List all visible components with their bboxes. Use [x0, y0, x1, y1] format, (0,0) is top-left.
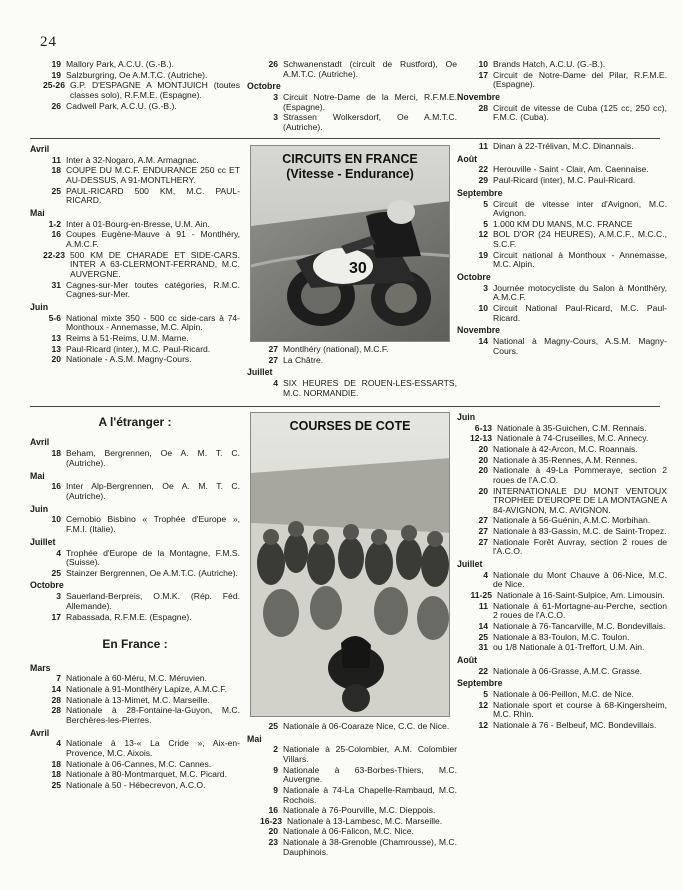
event-entry [457, 456, 667, 466]
month-heading: Mai [30, 470, 45, 481]
event-text: Montlhéry (national), M.C.F. [283, 344, 389, 354]
event-entry [247, 379, 457, 398]
event-date: 27 [478, 536, 488, 547]
month-heading: Mars [30, 662, 51, 673]
event-entry [30, 81, 240, 100]
month-heading: Mai [30, 207, 45, 218]
event-text: Nationale à 49-La Pommeraye, section 2 roues de l'A.C.O. [493, 465, 667, 485]
event-text: Nationale à 83-Toulon, M.C. Toulon. [493, 631, 630, 642]
event-entry [247, 838, 457, 857]
event-text: Nationale à 13-Lambesc, M.C. Marseille. [287, 815, 443, 826]
event-text: Nationale à 28-Fontaine-la-Guyon, M.C. Berchères-les-Pierres. [66, 705, 240, 725]
col2-circuits-list [247, 345, 457, 399]
event-text: Nationale à 60-Méru, M.C. Méruvien. [66, 673, 207, 684]
event-text: Circuit de vitesse inter d'Avignon, M.C. Avignon. [493, 198, 667, 219]
france-heading: En France : [102, 637, 168, 652]
event-date: 14 [51, 684, 61, 695]
month-heading: Septembre [457, 187, 503, 198]
event-date: 16 [51, 481, 61, 492]
col2-top-list [247, 60, 457, 134]
event-text: Circuit de vitesse de Cuba (125 cc, 250 cc), F.M.C. (Cuba). [493, 102, 667, 123]
event-date: 28 [51, 705, 61, 716]
circuits-title: CIRCUITS EN FRANCE (Vitesse - Endurance) [282, 152, 418, 181]
event-date: 19 [51, 59, 61, 69]
event-text: Nationale à 13-« La Cride », Aix-en-Provence, M.C. Aixois. [66, 738, 240, 759]
month-heading: Juin [457, 412, 476, 422]
event-text: Inter à 01-Bourg-en-Bresse, U.M. Ain. [66, 218, 210, 229]
event-date: 27 [478, 526, 488, 537]
event-date: 19 [478, 249, 488, 260]
event-text: Nationale à 16-Saint-Sulpice, Am. Limousin. [497, 590, 665, 601]
event-text: Cernobio Bisbino « Trophée d'Europe », F.M.I. (Italie). [66, 514, 240, 535]
event-date: 14 [478, 620, 488, 631]
event-entry [457, 60, 667, 70]
event-text: Nationale - A.S.M. Magny-Cours. [66, 354, 192, 365]
hillclimb-crowd-illustration [251, 413, 450, 717]
event-date: 16 [268, 805, 278, 816]
event-date: 16 [51, 229, 61, 240]
event-entry [247, 722, 457, 732]
event-date: 26 [51, 100, 61, 111]
event-text: Rabassada, R.F.M.E. (Espagne). [66, 611, 192, 622]
event-entry [30, 696, 240, 706]
event-text: Circuit National Paul-Ricard, M.C. Paul-Ricard. [493, 303, 667, 323]
event-text: 1.000 KM DU MANS, M.C. FRANCE [493, 218, 633, 229]
event-text: ou 1/8 Nationale à 01-Treffort, U.M. Ain. [493, 642, 645, 653]
event-entry [457, 633, 667, 643]
event-entry [30, 156, 240, 166]
event-entry [30, 71, 240, 81]
event-text: Cagnes-sur-Mer toutes catégories, R.M.C. Cagnes-sur-Mer. [66, 279, 240, 300]
event-entry [30, 449, 240, 468]
event-text: Nationale à 76-Tancarville, M.C. Bondevillais. [493, 620, 666, 631]
event-entry [457, 527, 667, 537]
event-text: Nationale sport et course à 68-Kingersheim, M.C. Rhin. [493, 699, 667, 720]
event-date: 27 [268, 354, 278, 365]
circuits-photo [250, 145, 450, 342]
event-text: Reims à 51-Reims, U.M. Marne. [66, 332, 189, 343]
event-date: 13 [51, 332, 61, 343]
event-date: 28 [51, 694, 61, 705]
event-entry [30, 613, 240, 623]
event-entry [457, 516, 667, 526]
event-text: 500 KM DE CHARADE ET SIDE-CARS. INTER A 63-CLERMONT-FERRAND, M.C. AUVERGNE. [70, 249, 240, 279]
event-date: 18 [51, 165, 61, 176]
event-entry [457, 667, 667, 677]
event-text: Trophée d'Europe de la Montagne, F.M.S. (Suisse). [66, 547, 240, 568]
event-date: 5 [483, 689, 488, 700]
event-date: 20 [478, 485, 488, 496]
event-text: Cadwell Park, A.C.U. (G.-B.). [66, 100, 177, 111]
event-entry [30, 685, 240, 695]
event-text: Strassen Wolkersdorf, Oe A.M.T.C. (Autriche). [283, 112, 457, 132]
event-entry [457, 230, 667, 249]
event-entry [247, 806, 457, 816]
event-text: Nationale à 56-Guénin, A.M.C. Morbihan. [493, 515, 651, 526]
event-date: 26 [268, 59, 278, 69]
event-text: Nationale à 06-Peillon, M.C. de Nice. [493, 689, 634, 700]
event-entry [457, 304, 667, 323]
event-entry [30, 549, 240, 568]
event-date: 25-26 [43, 80, 65, 91]
event-text: Nationale à 25-Colombier, A.M. Colombier Villars. [283, 744, 457, 765]
event-date: 18 [51, 769, 61, 780]
event-date: 22-23 [43, 249, 65, 260]
event-date: 20 [51, 354, 61, 365]
event-date: 10 [478, 59, 488, 69]
event-text: Nationale à 61-Mortagne-au-Perche, section 2 roues de l'A.C.O. [493, 600, 667, 621]
event-date: 11 [51, 154, 61, 165]
event-date: 18 [51, 448, 61, 459]
event-text: G.P. D'ESPAGNE A MONTJUICH (toutes classes solo), R.F.M.E. (Espagne). [70, 80, 240, 100]
event-text: Nationale à 06-Cannes, M.C. Cannes. [66, 758, 212, 769]
event-entry [30, 482, 240, 501]
event-date: 7 [56, 673, 61, 684]
event-date: 2 [273, 744, 278, 755]
event-entry [30, 781, 240, 791]
event-text: Nationale à 91-Montlhéry Lapize, A.M.C.F. [66, 684, 227, 695]
event-text: Nationale à 63-Borbes-Thiers, M.C. Auvergne. [283, 764, 457, 785]
event-date: 11 [478, 600, 488, 611]
event-entry [30, 760, 240, 770]
event-text: Dinan à 22-Trélivan, M.C. Dinannais. [493, 141, 634, 151]
event-entry [247, 93, 457, 112]
event-date: 5-6 [48, 312, 61, 323]
bike-number-label: 30 [349, 260, 367, 277]
event-entry [30, 569, 240, 579]
event-text: Nationale Forêt Auvray, section 2 roues de l'A.C.O. [493, 536, 667, 557]
event-text: Sauerland-Berpreis, O.M.K. (Rép. Féd. Allemande). [66, 591, 240, 611]
event-entry [457, 602, 667, 621]
event-date: 5 [483, 198, 488, 209]
event-entry [30, 706, 240, 725]
courses-cote-title: COURSES DE COTE [289, 419, 411, 433]
event-entry [247, 745, 457, 764]
event-date: 27 [478, 515, 488, 526]
event-text: Circuit de Notre-Dame del Pilar, R.F.M.E. (Espagne). [493, 69, 667, 90]
event-date: 31 [478, 642, 488, 653]
event-entry [457, 434, 667, 444]
event-entry [247, 817, 457, 827]
etranger-list [30, 438, 240, 622]
event-entry [247, 345, 457, 355]
event-text: Nationale à 80-Montmarquet, M.C. Picard. [66, 769, 227, 780]
event-entry [457, 220, 667, 230]
event-entry [30, 674, 240, 684]
event-text: Nationale à 42-Arcon, M.C. Roannais. [493, 444, 638, 455]
event-text: Nationale à 74-Cruseilles, M.C. Annecy. [497, 433, 649, 444]
event-date: 12 [478, 720, 488, 730]
event-text: Nationale à 83-Gassin, M.C. de Saint-Tropez. [493, 526, 667, 537]
event-entry [457, 284, 667, 303]
event-text: Stainzer Bergrennen, Oe A.M.T.C. (Autriche). [66, 567, 238, 578]
event-entry [30, 515, 240, 534]
event-text: National à Magny-Cours, A.S.M. Magny-Cours. [493, 336, 667, 356]
event-date: 28 [478, 102, 488, 113]
event-entry [30, 281, 240, 300]
event-date: 20 [268, 826, 278, 837]
etranger-heading: A l'étranger : [98, 415, 172, 429]
month-heading: Juillet [247, 367, 273, 378]
col3-bottom-list [457, 410, 667, 732]
event-entry [30, 60, 240, 70]
col1-top-list [30, 60, 240, 112]
event-text: National mixte 350 - 500 cc side-cars à 74-Monthoux - Annemasse, M.C. Alpin. [66, 312, 240, 333]
event-text: Paul-Ricard (inter.), M.C. Paul-Ricard. [66, 343, 211, 354]
event-date: 10 [51, 514, 61, 525]
event-entry [30, 251, 240, 280]
event-entry [457, 622, 667, 632]
event-entry [30, 770, 240, 780]
event-entry [247, 786, 457, 805]
event-date: 17 [51, 611, 61, 622]
event-text: Coupes Eugène-Mauve à 91 - Montlhéry, A.M.C.F. [66, 229, 240, 250]
event-entry [30, 102, 240, 112]
page-number: 24 [40, 34, 57, 50]
event-date: 20 [478, 454, 488, 465]
col3-circuits-list [457, 142, 667, 357]
event-text: Herouville - Saint - Clair, Am. Caennaise. [493, 164, 649, 175]
event-entry [457, 690, 667, 700]
event-entry [457, 424, 667, 434]
event-entry [247, 356, 457, 366]
france-list [30, 664, 240, 791]
event-entry [457, 142, 667, 152]
event-date: 31 [51, 279, 61, 290]
event-text: Nationale à 35-Guichen, C.M. Rennais. [497, 422, 647, 433]
event-text: PAUL-RICARD 500 KM, M.C. PAUL-RICARD. [66, 185, 240, 206]
event-date: 9 [273, 784, 278, 795]
col1-circuits-list [30, 142, 240, 366]
event-date: 22 [478, 665, 488, 676]
event-date: 25 [51, 779, 61, 790]
event-date: 11-25 [470, 590, 492, 601]
event-entry [30, 166, 240, 185]
month-heading: Juin [30, 301, 49, 312]
month-heading: Octobre [247, 81, 281, 92]
month-heading: Septembre [457, 678, 503, 689]
event-date: 10 [478, 303, 488, 314]
divider-middle [30, 406, 660, 407]
event-entry [457, 466, 667, 485]
col1-bottom [30, 410, 240, 792]
divider-top [30, 138, 660, 139]
event-entry [457, 165, 667, 175]
event-date: 14 [478, 336, 488, 347]
event-date: 19 [51, 69, 61, 80]
event-date: 3 [273, 112, 278, 123]
event-entry [30, 230, 240, 249]
event-entry [457, 571, 667, 590]
event-date: 27 [268, 344, 278, 354]
event-date: 1-2 [48, 218, 61, 229]
event-text: Mallory Park, A.C.U. (G.-B.). [66, 59, 174, 69]
event-date: 25 [51, 567, 61, 578]
event-text: Nationale à 76-Pourville, M.C. Dieppois. [283, 805, 436, 816]
event-text: SIX HEURES DE ROUEN-LES-ESSARTS, M.C. NORMANDIE. [283, 378, 457, 398]
month-heading: Mai [247, 733, 262, 744]
event-entry [30, 345, 240, 355]
event-text: Nationale à 13-Mimet, M.C. Marseille. [66, 694, 210, 705]
event-entry [457, 176, 667, 186]
event-entry [247, 827, 457, 837]
event-date: 12 [478, 229, 488, 240]
event-text: Nationale à 76 - Belbeuf, MC. Bondevillais. [493, 720, 657, 730]
event-entry [30, 334, 240, 344]
event-date: 25 [478, 631, 488, 642]
event-date: 3 [273, 92, 278, 103]
event-entry [457, 721, 667, 731]
event-date: 4 [56, 547, 61, 558]
event-date: 20 [478, 465, 488, 476]
event-entry [247, 113, 457, 132]
event-entry [457, 591, 667, 601]
courses-cote-photo [250, 412, 450, 717]
event-entry [457, 643, 667, 653]
event-date: 5 [483, 218, 488, 229]
event-date: 23 [268, 837, 278, 848]
month-heading: Août [457, 654, 478, 665]
event-entry [30, 187, 240, 206]
event-date: 13 [51, 343, 61, 354]
event-text: Nationale à 06-Coaraze Nice, C.C. de Nice. [283, 721, 450, 731]
event-entry [457, 701, 667, 720]
event-text: Circuit Notre-Dame de la Merci, R.F.M.E. (Espagne). [283, 92, 457, 112]
event-entry [30, 355, 240, 365]
month-heading: Octobre [30, 580, 64, 591]
event-entry [457, 337, 667, 356]
event-text: Nationale à 74-La Chapelle-Rambaud, M.C. Rochois. [283, 784, 457, 805]
event-date: 25 [51, 185, 61, 196]
month-heading: Juillet [457, 558, 483, 569]
event-text: La Châtre. [283, 354, 324, 365]
event-text: Nationale à 50 - Hébecrevon, A.C.O. [66, 779, 206, 790]
month-heading: Novembre [457, 325, 501, 336]
event-entry [30, 220, 240, 230]
month-heading: Novembre [457, 91, 501, 102]
event-text: Nationale du Mont Chauve à 06-Nice, M.C. de Nice. [493, 569, 667, 590]
event-text: COUPE DU M.C.F. ENDURANCE 250 cc ET AU-DESSUS, A 91-MONTLHERY. [66, 165, 240, 186]
month-heading: Août [457, 153, 478, 164]
event-date: 3 [56, 591, 61, 602]
event-entry [457, 251, 667, 270]
month-heading: Avril [30, 727, 50, 738]
event-entry [30, 314, 240, 333]
event-date: 4 [273, 378, 278, 389]
event-text: INTERNATIONALE DU MONT VENTOUX TROPHEE D'EUROPE DE LA MONTAGNE A 84-AVIGNON, M.C. AVIGNON. [493, 485, 667, 515]
event-text: Nationale à 06-Grasse, A.M.C. Grasse. [493, 665, 643, 676]
month-heading: Avril [30, 437, 50, 448]
event-date: 12 [478, 699, 488, 710]
event-date: 11 [478, 141, 488, 151]
event-date: 25 [268, 721, 278, 731]
col3-top-list [457, 60, 667, 124]
event-date: 16-23 [260, 815, 282, 826]
event-date: 22 [478, 164, 488, 175]
event-entry [457, 104, 667, 123]
event-entry [457, 71, 667, 90]
event-date: 4 [483, 569, 488, 580]
event-date: 12-13 [470, 433, 492, 444]
month-heading: Juillet [30, 536, 56, 547]
event-text: Beham, Bergrennen, Oe A. M. T. C. (Autriche). [66, 448, 240, 468]
event-date: 20 [478, 444, 488, 455]
event-text: Inter Alp-Bergrennen, Oe A. M. T. C. (Autriche). [66, 481, 240, 501]
event-date: 18 [51, 758, 61, 769]
event-entry [247, 766, 457, 785]
event-text: Paul-Ricard (inter), M.C. Paul-Ricard. [493, 175, 636, 186]
event-entry [247, 60, 457, 79]
event-text: Nationale à 35-Rennes, A.M. Rennes. [493, 454, 638, 465]
event-text: Schwanenstadt (circuit de Rustford), Oe A.M.T.C. (Autriche). [283, 59, 457, 79]
event-text: Nationale à 06-Falicon, M.C. Nice. [283, 826, 414, 837]
event-text: BOL D'OR (24 HEURES), A.M.C.F., M.C.C., S.C.F. [493, 229, 667, 250]
event-entry [30, 592, 240, 611]
col2-bottom-list [247, 722, 457, 858]
event-date: 29 [478, 175, 488, 186]
event-text: Salzburgring, Oe A.M.T.C. (Autriche). [66, 69, 208, 80]
event-text: Inter à 32-Nogaro, A.M. Armagnac. [66, 154, 199, 165]
month-heading: Octobre [457, 271, 491, 282]
event-date: 3 [483, 282, 488, 293]
event-entry [457, 200, 667, 219]
event-date: 17 [478, 69, 488, 80]
event-entry [457, 445, 667, 455]
event-entry [457, 487, 667, 516]
event-entry [457, 538, 667, 557]
event-date: 4 [56, 738, 61, 749]
month-heading: Avril [30, 144, 50, 154]
event-text: Circuit national à Monthoux - Annemasse, M.C. Alpin. [493, 249, 667, 270]
month-heading: Juin [30, 503, 49, 514]
event-text: Journée motocycliste du Salon à Montlhéry, A.M.C.F. [493, 282, 667, 303]
event-date: 9 [273, 764, 278, 775]
event-date: 6-13 [474, 422, 492, 433]
event-text: Nationale à 38-Grenoble (Chamrousse), M.C. Dauphinois. [283, 837, 457, 857]
event-text: Brands Hatch, A.C.U. (G.-B.). [493, 59, 606, 69]
event-entry [30, 739, 240, 758]
